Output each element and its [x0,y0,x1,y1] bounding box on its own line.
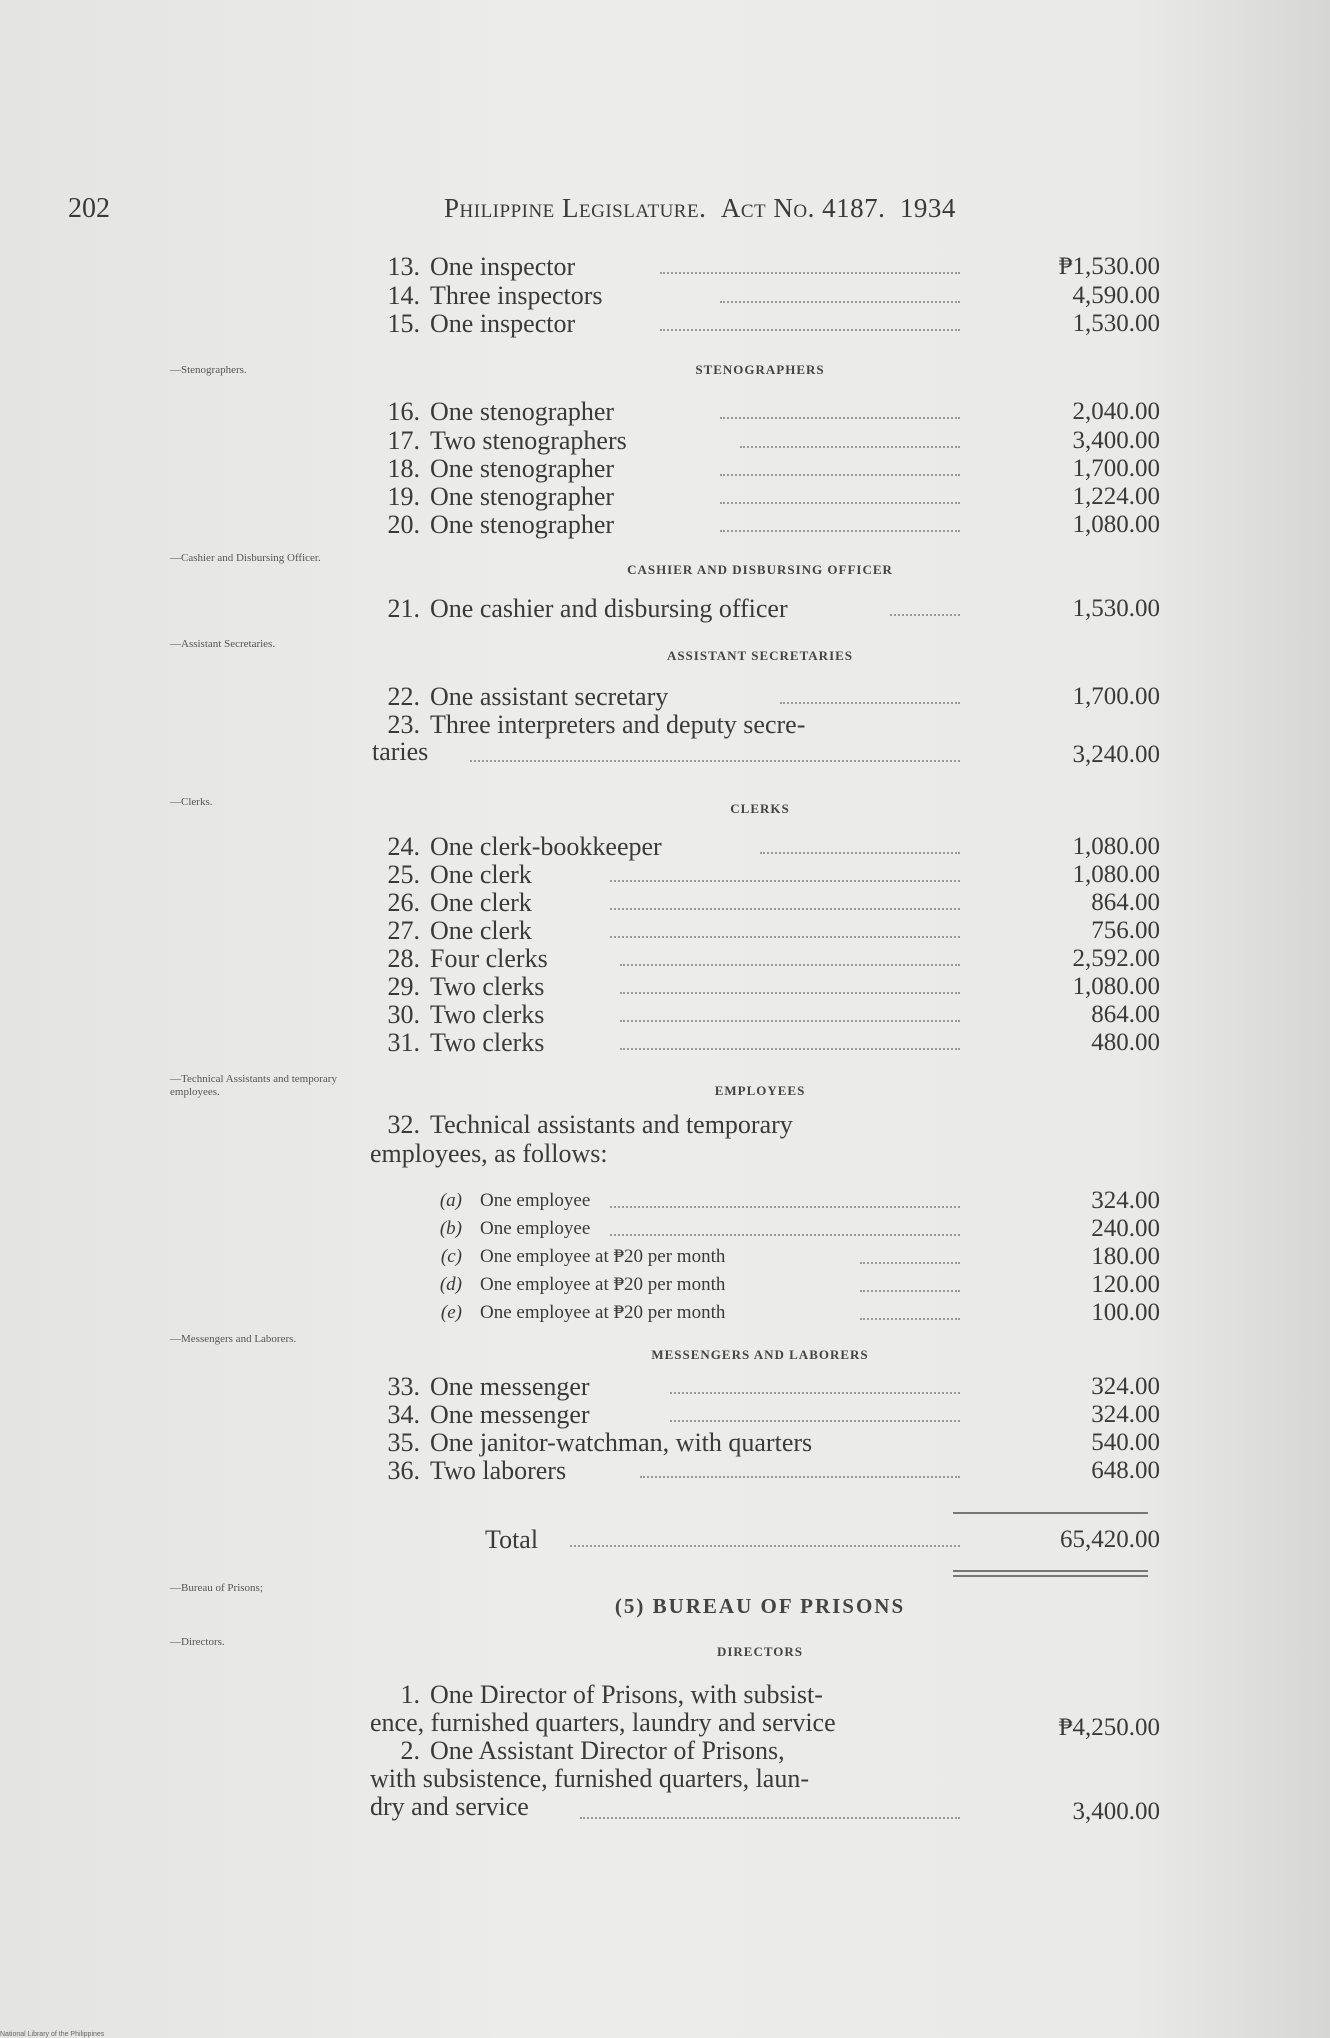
item-description: One cashier and disbursing officer [430,594,788,623]
item-description: Two stenographers [430,426,627,455]
item-description: One stenographer [430,397,615,426]
sub-item-row [370,1270,1160,1300]
item-row [370,1000,1160,1030]
item-number: 2. [400,1736,420,1765]
item-description: Technical assistants and temporary [430,1110,793,1139]
running-head-act: Act No. 4187. [720,193,886,223]
item-number: 24. [387,832,420,861]
leader-dots [780,702,960,704]
item-amount: 2,592.00 [1072,945,1160,972]
leader-dots [860,1318,960,1320]
item-number: 19. [387,482,420,511]
item-row [370,1028,1160,1058]
margin-note-clerks: —Clerks. [170,796,213,808]
sub-item-letter: (d) [439,1274,462,1295]
item-number: 16. [387,397,420,426]
item-amount: 324.00 [1091,1401,1160,1428]
item-description: Three interpreters and deputy secre- [430,710,806,739]
leader-dots [720,530,960,532]
item-row [370,1428,1160,1458]
item-row [370,397,1160,427]
item-amount: 1,080.00 [1072,833,1160,860]
leader-dots [570,1545,960,1547]
item-amount: 2,040.00 [1072,398,1160,425]
sub-item-description: One employee [480,1218,591,1239]
item-description: One clerk [430,888,532,917]
item-row [370,252,1160,282]
margin-note-assistant-secretaries: —Assistant Secretaries. [170,638,276,650]
leader-dots [620,964,960,966]
item-description: One assistant secretary [430,682,669,711]
page-number: 202 [68,193,110,224]
item-row [370,426,1160,456]
leader-dots [610,908,960,910]
sub-item-description: One employee at ₱20 per month [480,1246,726,1267]
leader-dots [670,1392,960,1394]
heading-clerks: CLERKS [730,801,790,816]
running-head-year: 1934 [899,193,956,223]
leader-dots [860,1290,960,1292]
item-number: 21. [387,594,420,623]
item-amount: 480.00 [1091,1029,1160,1056]
item-description: One Assistant Director of Prisons, [430,1736,785,1765]
item-amount: 3,400.00 [1072,427,1160,454]
item-description-continued: dry and service [370,1792,529,1821]
margin-note-cashier: —Cashier and Disbursing Officer. [170,552,321,564]
item-description: One messenger [430,1372,590,1401]
item-number: 28. [387,944,420,973]
leader-dots [670,1420,960,1422]
sub-item-amount: 100.00 [1091,1299,1160,1326]
heading-cashier: CASHIER AND DISBURSING OFFICER [627,562,893,577]
item-row [370,682,1160,712]
sub-item-letter: (a) [439,1190,462,1211]
item-row [370,1400,1160,1430]
heading-stenographers: STENOGRAPHERS [695,362,825,377]
item-row [370,832,1160,862]
heading-directors: DIRECTORS [716,1644,804,1659]
leader-dots [720,502,960,504]
item-amount: 324.00 [1091,1373,1160,1400]
item-amount: 3,240.00 [1072,741,1160,768]
item-number: 34. [387,1400,420,1429]
leader-dots [620,992,960,994]
total-label: Total [485,1525,539,1554]
item-description: One stenographer [430,454,615,483]
item-description: One inspector [430,252,576,281]
leader-dots [660,272,960,274]
item-number: 15. [387,309,420,338]
leader-dots [620,1048,960,1050]
item-number: 13. [387,252,420,281]
sub-item-row [370,1186,1160,1216]
item-row [370,594,1160,624]
item-description: One clerk-bookkeeper [430,832,662,861]
leader-dots [720,301,960,303]
sub-item-description: One employee [480,1190,591,1211]
item-number: 36. [387,1456,420,1485]
item-description-continued: ence, furnished quarters, laundry and service [370,1708,836,1737]
margin-note-stenographers: —Stenographers. [170,364,247,376]
leader-dots [720,474,960,476]
item-description: Four clerks [430,944,548,973]
heading-assistant-secretaries: ASSISTANT SECRETARIES [666,648,854,663]
sub-item-description: One employee at ₱20 per month [480,1302,726,1323]
item-amount: 1,080.00 [1072,973,1160,1000]
leader-dots [890,614,960,616]
total-rule-bottom-2 [953,1575,1148,1577]
sub-item-amount: 324.00 [1091,1187,1160,1214]
total-rule-bottom-1 [953,1570,1148,1572]
director-amount: ₱4,250.00 [1058,1714,1160,1741]
running-head [444,193,956,224]
leader-dots [860,1262,960,1264]
item-description: One janitor-watchman, with quarters [430,1428,813,1457]
running-head-legislature: Philippine Legislature. [444,193,707,223]
item-row [370,1110,1160,1140]
item-description: One Director of Prisons, with subsist- [430,1680,823,1709]
item-amount: ₱1,530.00 [1058,253,1160,280]
sub-item-description: One employee at ₱20 per month [480,1274,726,1295]
leader-dots [660,329,960,331]
leader-dots [610,880,960,882]
item-number: 30. [387,1000,420,1029]
director-amount: 3,400.00 [1072,1798,1160,1825]
item-amount: 864.00 [1091,889,1160,916]
director-amount-row [370,1797,1160,1827]
sub-item-letter: (c) [440,1246,462,1267]
item-description-continued: employees, as follows: [370,1139,608,1168]
scan-footer: National Library of the Philippines [0,2031,105,2038]
item-description: One inspector [430,309,576,338]
item-amount-row [370,740,1160,770]
margin-note-bureau: —Bureau of Prisons; [170,1582,263,1594]
sub-item-amount: 120.00 [1091,1271,1160,1298]
sub-item-amount: 240.00 [1091,1215,1160,1242]
item-row [370,510,1160,540]
item-amount: 1,700.00 [1072,683,1160,710]
item-row [370,860,1160,890]
item-number: 1. [400,1680,420,1709]
item-number: 32. [387,1110,420,1139]
item-description: One stenographer [430,510,615,539]
leader-dots [610,1234,960,1236]
sub-item-row [370,1242,1160,1272]
item-row [370,944,1160,974]
sub-item-amount: 180.00 [1091,1243,1160,1270]
item-number: 23. [387,710,420,739]
item-row [370,710,1160,740]
leader-dots [720,417,960,419]
item-description: One stenographer [430,482,615,511]
sub-item-letter: (b) [439,1218,462,1239]
total-row [370,1525,1160,1555]
item-amount: 4,590.00 [1072,282,1160,309]
leader-dots [610,1206,960,1208]
item-number: 26. [387,888,420,917]
item-number: 27. [387,916,420,945]
heading-bureau-of-prisons: (5) BUREAU OF PRISONS [614,1594,906,1618]
item-row [370,916,1160,946]
sub-item-row [370,1298,1160,1328]
sub-item-row [370,1214,1160,1244]
item-description-continued: taries [372,737,429,766]
item-row [370,309,1160,339]
item-amount: 1,224.00 [1072,483,1160,510]
item-description: Two laborers [430,1456,567,1485]
item-amount: 864.00 [1091,1001,1160,1028]
item-row [370,888,1160,918]
item-number: 33. [387,1372,420,1401]
item-description-continued: with subsistence, furnished quarters, laun- [370,1764,810,1793]
director-row [370,1736,1160,1766]
item-amount: 1,700.00 [1072,455,1160,482]
item-amount: 1,080.00 [1072,511,1160,538]
leader-dots [640,1476,960,1478]
item-description: Two clerks [430,972,545,1001]
item-row [370,454,1160,484]
item-number: 14. [387,281,420,310]
margin-note-messengers: —Messengers and Laborers. [170,1333,297,1345]
item-number: 17. [387,426,420,455]
item-amount: 1,530.00 [1072,595,1160,622]
item-row [370,1456,1160,1486]
item-number: 35. [387,1428,420,1457]
total-amount: 65,420.00 [1060,1526,1160,1553]
heading-employees: EMPLOYEES [714,1083,806,1098]
leader-dots [760,852,960,854]
item-description: Two clerks [430,1028,545,1057]
item-row [370,482,1160,512]
leader-dots [470,760,960,762]
item-description: One clerk [430,860,532,889]
item-number: 25. [387,860,420,889]
margin-note-directors: —Directors. [170,1636,225,1648]
leader-dots [610,936,960,938]
item-number: 18. [387,454,420,483]
leader-dots [620,1020,960,1022]
item-description: One messenger [430,1400,590,1429]
item-amount: 1,080.00 [1072,861,1160,888]
item-amount: 756.00 [1091,917,1160,944]
item-number: 31. [387,1028,420,1057]
sub-item-letter: (e) [440,1302,462,1323]
item-row [370,972,1160,1002]
item-number: 20. [387,510,420,539]
total-rule-top [953,1512,1148,1514]
item-amount: 540.00 [1091,1429,1160,1456]
leader-dots [740,446,960,448]
director-row [370,1680,1160,1710]
item-row [370,1372,1160,1402]
item-row [370,281,1160,311]
item-description: Two clerks [430,1000,545,1029]
item-description: Three inspectors [430,281,603,310]
leader-dots [580,1817,960,1819]
item-amount: 648.00 [1091,1457,1160,1484]
heading-messengers: MESSENGERS AND LABORERS [651,1347,869,1362]
item-description: One clerk [430,916,532,945]
margin-note-technical: —Technical Assistants and temporary employees. [170,1073,337,1098]
item-number: 29. [387,972,420,1001]
item-amount: 1,530.00 [1072,310,1160,337]
item-number: 22. [387,682,420,711]
